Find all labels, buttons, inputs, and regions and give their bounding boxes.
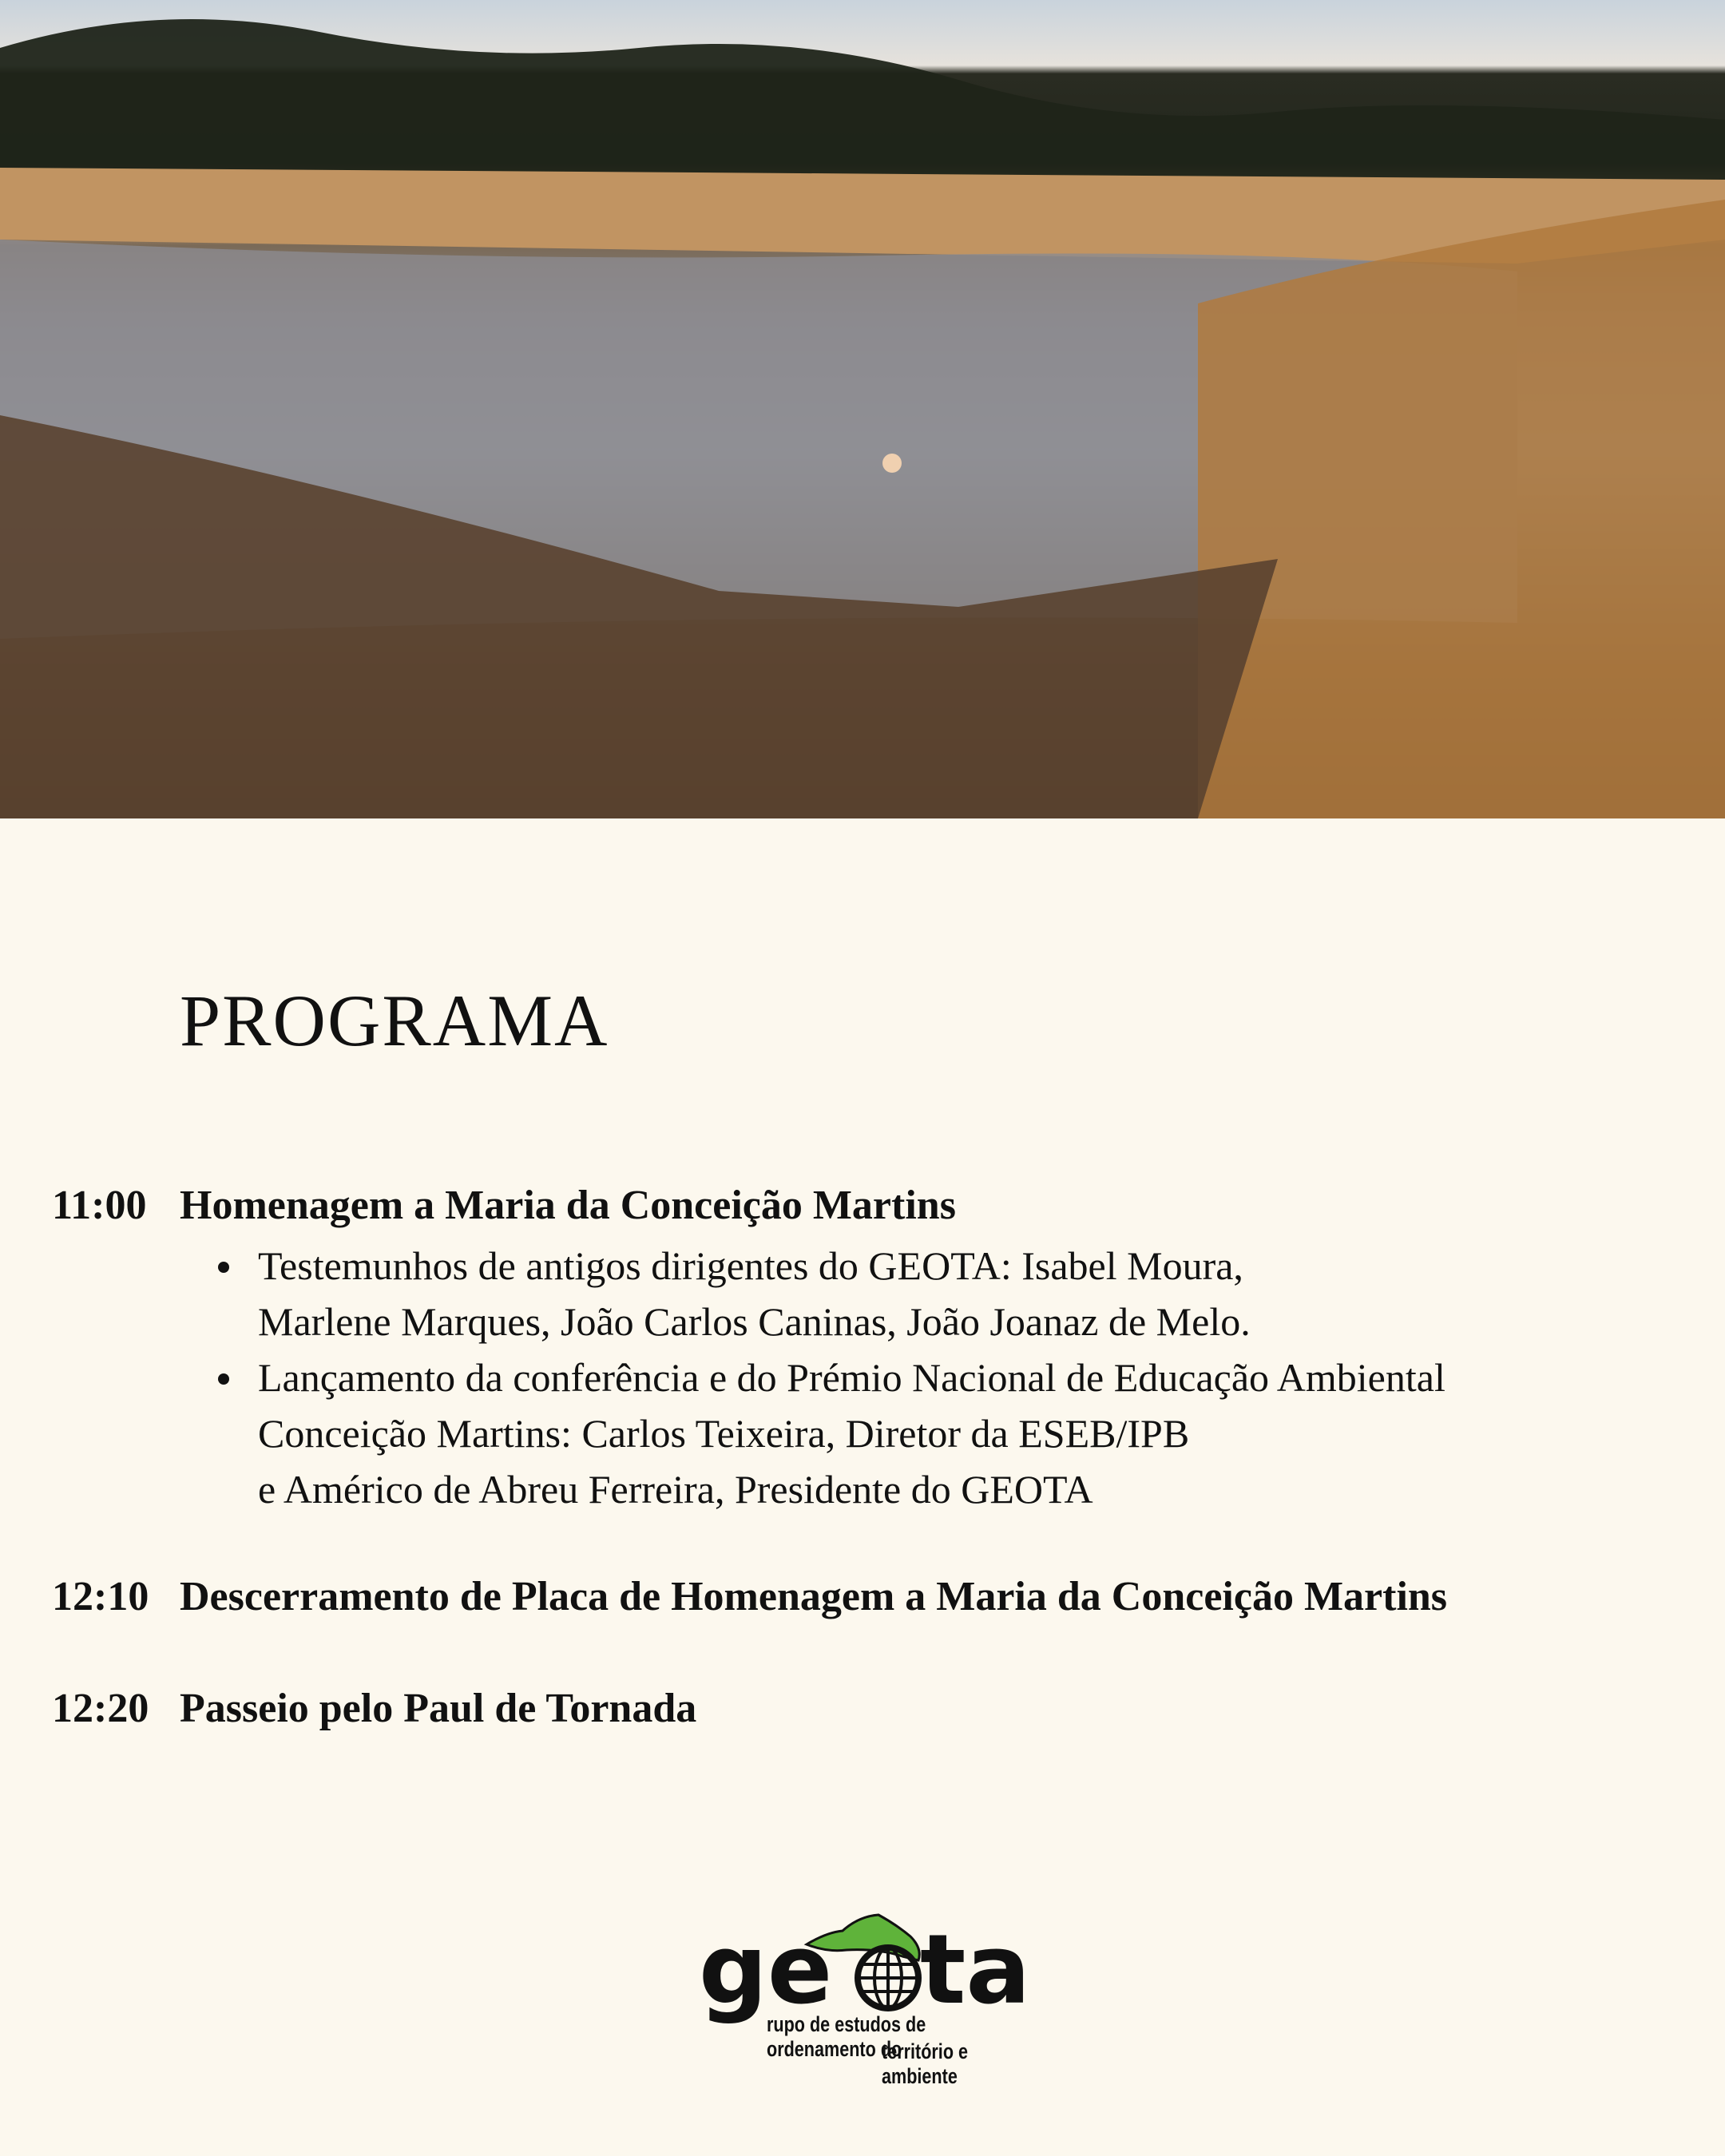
page-title: PROGRAMA [180, 980, 609, 1061]
bullet-item [258, 1349, 1445, 1517]
bullet-line: Testemunhos de antigos dirigentes do GEOTA: Isabel Moura, [258, 1243, 1243, 1288]
time-1210: 12:10 [52, 1574, 149, 1619]
bullet-line: Lançamento da conferência e do Prémio Nacional de Educação Ambiental [258, 1355, 1445, 1400]
geota-logo [687, 1900, 1054, 2088]
session-heading: Homenagem a Maria da Conceição Martins [180, 1183, 956, 1228]
bullet-item [258, 1238, 1251, 1349]
logo-tagline: território e ambiente [882, 2039, 969, 2088]
session-heading: Passeio pelo Paul de Tornada [180, 1686, 697, 1731]
session-heading: Descerramento de Placa de Homenagem a Maria da Conceição Martins [180, 1574, 1448, 1619]
svg-text:ge: ge [699, 1915, 833, 2026]
bullet-line: Conceição Martins: Carlos Teixeira, Diretor da ESEB/IPB [258, 1411, 1190, 1456]
time-1220: 12:20 [52, 1686, 149, 1731]
time-1100: 11:00 [52, 1183, 147, 1228]
bullet-line: e Américo de Abreu Ferreira, Presidente do GEOTA [258, 1467, 1093, 1512]
hero-photo-lake-reeds [0, 0, 1725, 818]
bullet-line: Marlene Marques, João Carlos Caninas, João Joanaz de Melo. [258, 1299, 1251, 1344]
logo-tagline: rupo de estudos de ordenamento do [767, 2012, 926, 2061]
svg-text:ta: ta [920, 1915, 1031, 2026]
